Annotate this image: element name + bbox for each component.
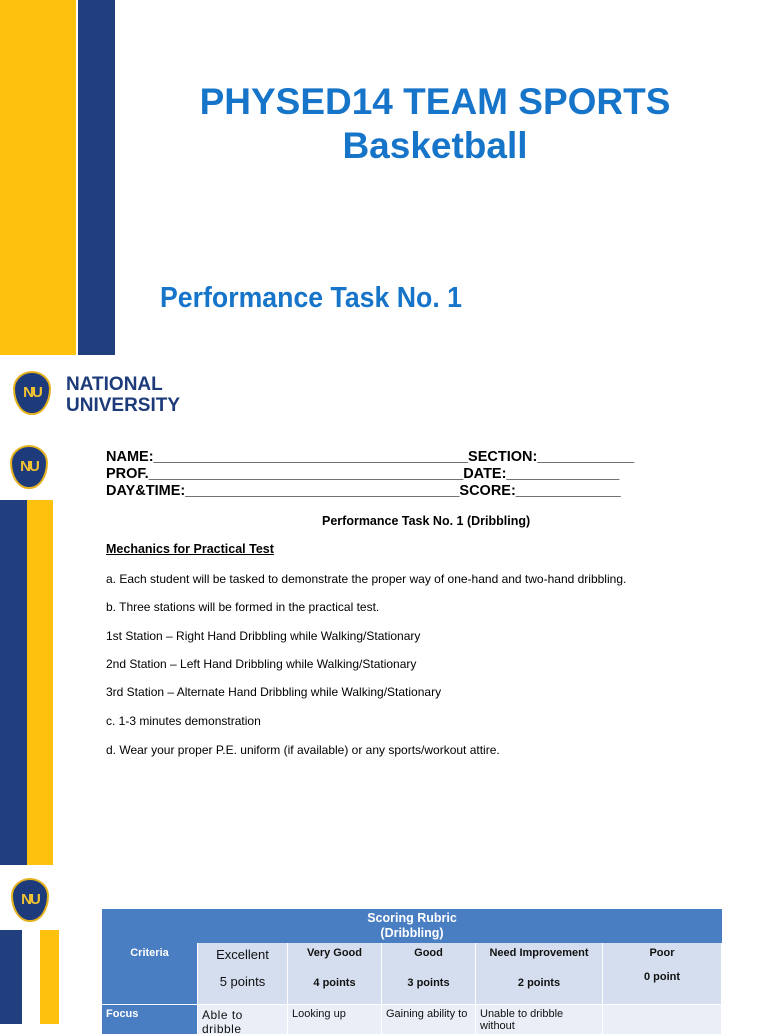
rubric-cell: Looking up <box>288 1005 382 1035</box>
rubric-cell: Unable to dribble without <box>476 1005 603 1035</box>
rubric-cell <box>603 1005 722 1035</box>
yellow-stripe <box>40 930 59 1024</box>
blue-stripe <box>78 0 115 355</box>
nu-seal-icon: NU <box>10 445 48 489</box>
course-title <box>130 80 740 168</box>
task-title: Performance Task No. 1 <box>160 282 463 314</box>
nu-seal-icon: NU <box>11 878 49 922</box>
rubric-cell: Able to dribble <box>198 1005 288 1035</box>
mechanics-title: Mechanics for Practical Test <box>106 542 274 556</box>
blue-stripe <box>0 930 22 1024</box>
level-header: Very Good 4 points <box>288 943 382 1005</box>
level-header: Excellent 5 points <box>198 943 288 1005</box>
table-row <box>102 1005 722 1035</box>
level-header: Need Improvement 2 points <box>476 943 603 1005</box>
rubric-title: Scoring Rubric (Dribbling) <box>102 909 722 943</box>
scoring-rubric-table <box>102 909 722 1035</box>
nu-seal-icon: NU <box>13 371 51 415</box>
logo-band <box>0 355 768 433</box>
prof-date-field: PROF._______________________________________DATE:______________ <box>106 466 620 482</box>
mechanics-line: b. Three stations will be formed in the practical test. <box>106 600 380 614</box>
mechanics-line: 1st Station – Right Hand Dribbling while Walking/Stationary <box>106 629 421 643</box>
mechanics-line: 2nd Station – Left Hand Dribbling while Walking/Stationary <box>106 657 417 671</box>
task-heading: Performance Task No. 1 (Dribbling) <box>322 514 531 528</box>
course-title-line2: Basketball <box>342 125 528 166</box>
criterion-cell: Focus <box>102 1005 198 1035</box>
university-name: NATIONAL UNIVERSITY <box>66 374 181 416</box>
mechanics-line: d. Wear your proper P.E. uniform (if available) or any sports/workout attire. <box>106 743 500 757</box>
daytime-score-field: DAY&TIME:__________________________________SCORE:_____________ <box>106 483 621 499</box>
level-header: Poor 0 point <box>603 943 722 1005</box>
course-title-line1: PHYSED14 TEAM SPORTS <box>199 81 671 122</box>
mechanics-line: c. 1-3 minutes demonstration <box>106 714 261 728</box>
level-header: Good 3 points <box>382 943 476 1005</box>
mechanics-line: 3rd Station – Alternate Hand Dribbling while Walking/Stationary <box>106 685 442 699</box>
title-slide <box>0 0 768 355</box>
mechanics-line: a. Each student will be tasked to demonstrate the proper way of one-hand and two-hand dribbling. <box>106 572 627 586</box>
blue-stripe <box>0 500 27 865</box>
yellow-stripe <box>27 500 53 865</box>
yellow-stripe <box>0 0 76 355</box>
criteria-header: Criteria <box>102 943 198 1005</box>
rubric-cell: Gaining ability to <box>382 1005 476 1035</box>
rubric-header-row <box>102 943 722 1005</box>
name-section-field: NAME:_______________________________________SECTION:____________ <box>106 449 635 465</box>
